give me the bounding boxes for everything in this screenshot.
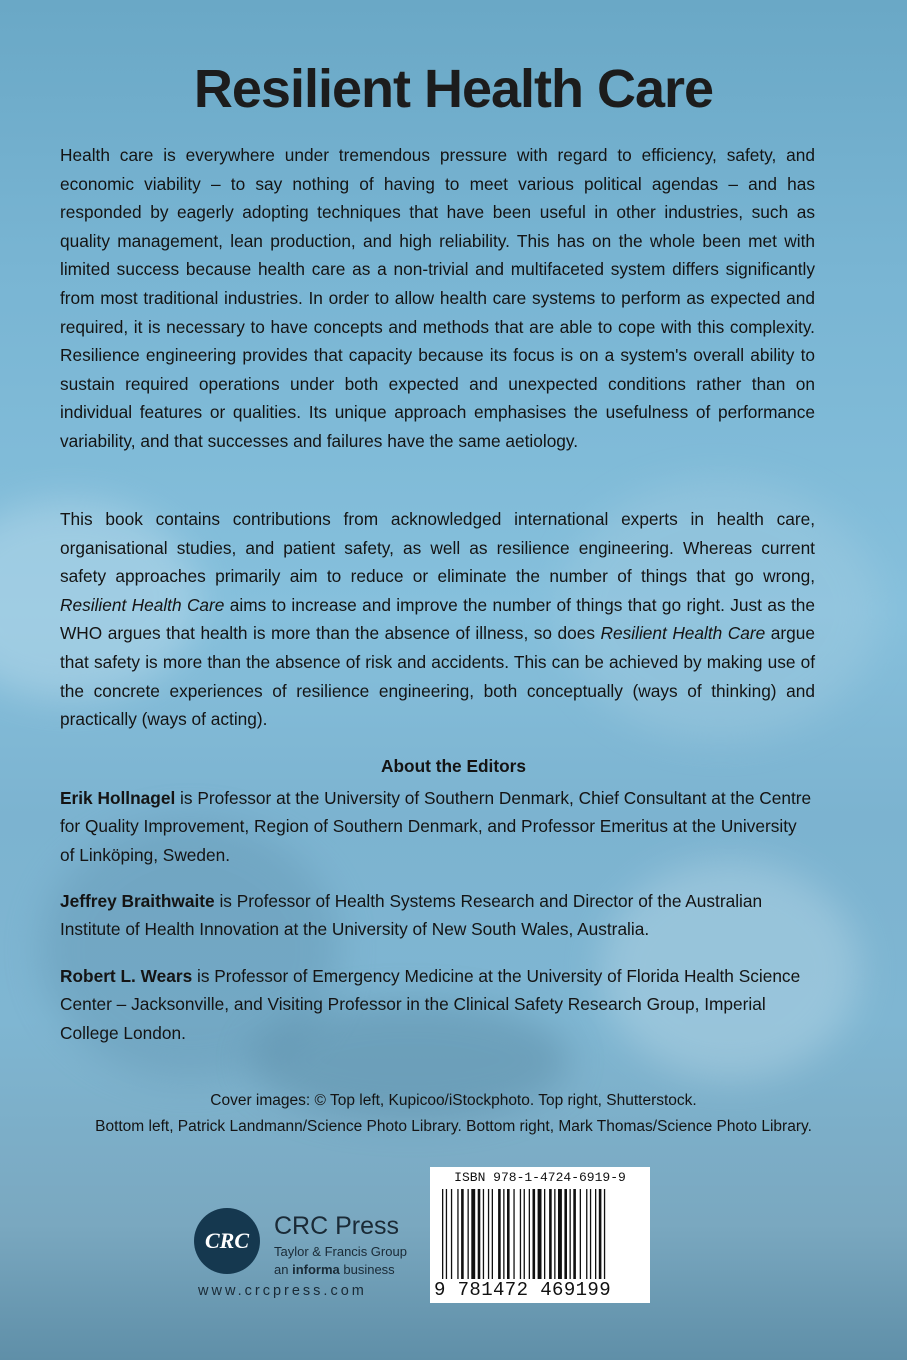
editor-name: Robert L. Wears (60, 966, 193, 986)
isbn-text: ISBN 978-1-4724-6919-9 (454, 1170, 626, 1185)
barcode-bar (586, 1189, 587, 1279)
barcode-bar (529, 1189, 530, 1279)
barcode-bar (457, 1189, 458, 1279)
isbn-barcode (430, 1167, 650, 1303)
barcode-bar (580, 1189, 581, 1279)
publisher-website: www.crcpress.com (198, 1283, 367, 1299)
informa-bold: informa (292, 1262, 340, 1277)
editor-name: Erik Hollnagel (60, 788, 176, 808)
barcode-bar (595, 1189, 596, 1279)
barcode-bar (468, 1189, 469, 1279)
paragraph-text: aims to increase and improve the number of things that go right. Just as the WHO argues that health is more than the absence of illness, so does (60, 594, 815, 644)
barcode-bar (549, 1189, 552, 1279)
barcode-bar (590, 1189, 591, 1279)
barcode-bar (524, 1189, 525, 1279)
barcode-bar (533, 1189, 536, 1279)
barcode-bar (538, 1189, 542, 1279)
barcode-bar (564, 1189, 567, 1279)
intro-paragraph-1: Health care is everywhere under tremendous pressure with regard to efficiency, safety, and economic viability – to say nothing of having to meet various political agendas – and has responded by eagerly adopting techniques that have been useful in other industries, such as quality management, lean production, and high reliability. This has on the whole been met with limited success because health care as a non-trivial and multifaceted system differs significantly from most traditional industries. In order to allow health care systems to perform as expected and required, it is necessary to have concepts and methods that are able to cope with this complexity. Resilience engineering provides that capacity because its focus is on a system's overall ability to sustain required operations under both expected and unexpected conditions rather than on individual features or qualities. Its unique approach emphasises the usefulness of performance variability, and that successes and failures have the same aetiology. (60, 145, 815, 451)
paragraph-text: This book contains contributions from acknowledged international experts in health care, organisational studies, and patient safety, as well as resilience engineering. Whereas current safety approaches primarily aim to reduce or eliminate the number of things that go wrong, (60, 509, 815, 587)
barcode-bar (442, 1189, 443, 1279)
book-title: Resilient Health Care (193, 59, 714, 119)
editor-bio-wears (60, 962, 815, 1047)
barcode-bar (492, 1189, 493, 1279)
credits-line: Bottom left, Patrick Landmann/Science Photo Library. Bottom right, Mark Thomas/Science Photo Library. (95, 1118, 812, 1135)
barcode-bar (461, 1189, 464, 1279)
barcode-bars (442, 1189, 640, 1279)
editor-bio: is Professor at the University of Southern Denmark, Chief Consultant at the Centre for Quality Improvement, Region of Southern Denmark, and Professor Emeritus at the University of Linköping, Sweden. (60, 788, 812, 865)
barcode-bar (471, 1189, 475, 1279)
credits-line: Cover images: © Top left, Kupicoo/iStockphoto. Top right, Shutterstock. (210, 1092, 697, 1109)
barcode-bar (570, 1189, 571, 1279)
barcode-bar (446, 1189, 447, 1279)
barcode-bar (503, 1189, 504, 1279)
publisher-block (190, 1200, 430, 1310)
book-title-italic: Resilient Health Care (60, 594, 225, 615)
barcode-bar (599, 1189, 602, 1279)
cover-image-credits (0, 1088, 907, 1140)
barcode-bar (558, 1189, 562, 1279)
barcode-bar (478, 1189, 481, 1279)
book-title-italic: Resilient Health Care (600, 623, 766, 644)
editor-bio: is Professor of Health Systems Research and Director of the Australian Institute of Health Innovation at the University of New South Wales, Australia. (60, 891, 763, 940)
barcode-bar (554, 1189, 555, 1279)
barcode-bar (604, 1189, 605, 1279)
informa-suffix: business (339, 1262, 395, 1277)
publisher-name: CRC Press (274, 1212, 400, 1240)
barcode-bar (488, 1189, 489, 1279)
editor-bio-hollnagel (60, 784, 815, 869)
paragraph-text: argue that safety is more than the absence of risk and accidents. This can be achieved by making use of the concrete experiences of resilience engineering, both conceptually (ways of thinking) and practically (ways of acting). (60, 623, 815, 730)
editor-name: Jeffrey Braithwaite (60, 891, 215, 911)
barcode-bar (544, 1189, 545, 1279)
editor-bio-braithwaite (60, 887, 815, 944)
barcode-bar (513, 1189, 514, 1279)
publisher-group: Taylor & Francis Group (274, 1244, 407, 1259)
barcode-bar (573, 1189, 576, 1279)
editor-bio: is Professor of Emergency Medicine at the University of Florida Health Science Center – Jacksonville, and Visiting Professor in the Clinical Safety Research Group, Imperial College London. (60, 966, 801, 1043)
barcode-bar (498, 1189, 501, 1279)
intro-paragraph-2 (60, 505, 815, 734)
barcode-bar (483, 1189, 484, 1279)
barcode-bar (507, 1189, 510, 1279)
about-editors-heading: About the Editors (381, 756, 526, 776)
ean-digits: 9 781472 469199 (434, 1279, 612, 1301)
publisher-informa-line (274, 1262, 395, 1277)
barcode-bar (520, 1189, 521, 1279)
barcode-bar (451, 1189, 452, 1279)
informa-prefix: an (274, 1262, 293, 1277)
crc-logo: CRC (194, 1208, 260, 1274)
